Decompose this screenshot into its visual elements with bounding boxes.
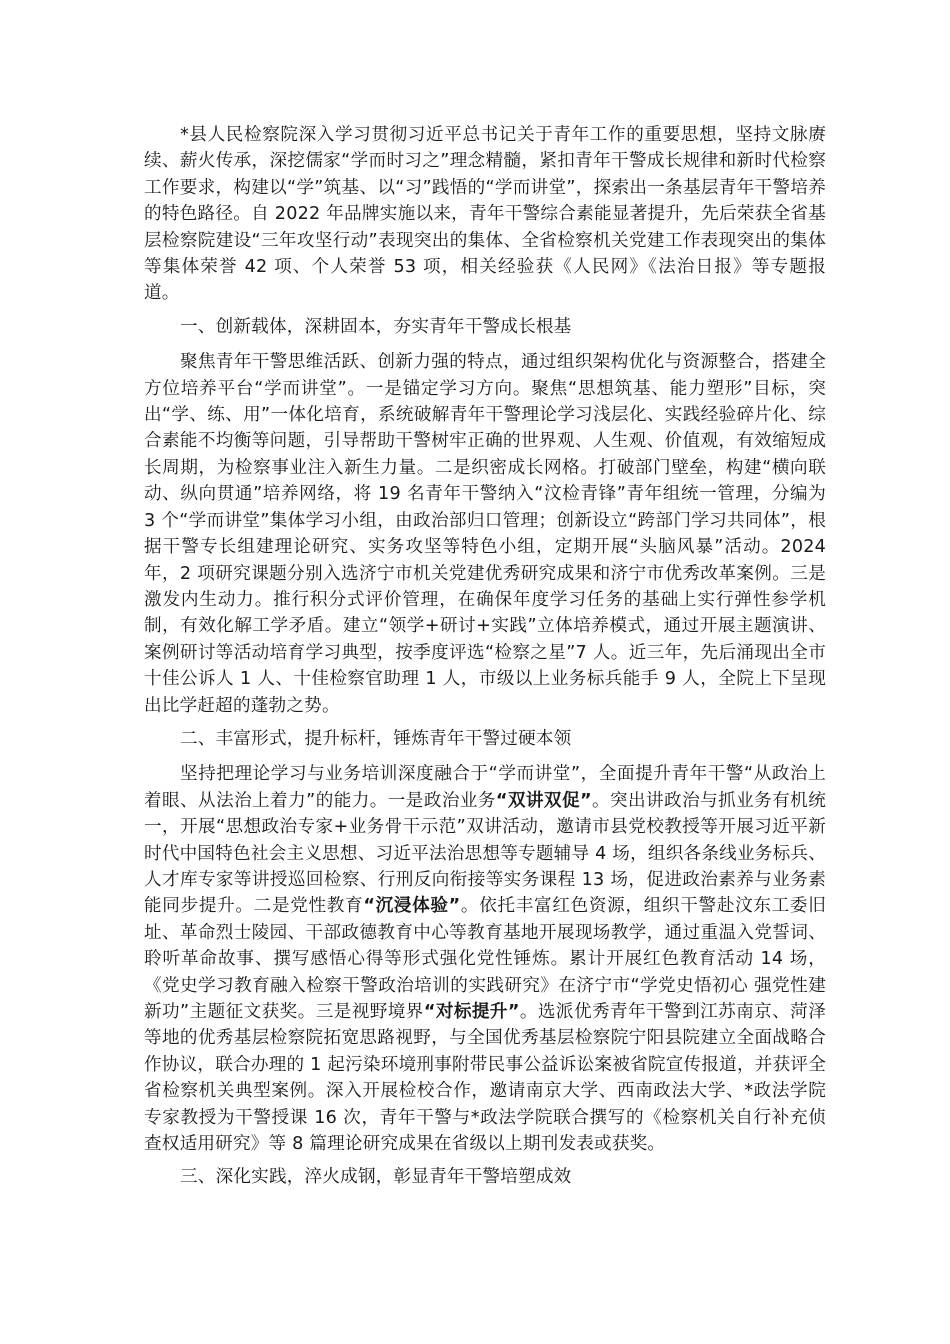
body-paragraph <box>144 122 826 307</box>
section-heading <box>144 726 826 752</box>
text-run: 。选派优秀青年干警到江苏南京、菏泽等地的优秀基层检察院拓宽思路视野，与全国优秀基层检察院宁阳县院建立全面战略合作协议，联合办理的 1 起污染环境刑事附带民事公益诉讼案被省院宣传报道，并获评全省检察机关典型案例。深入开展检校合作，邀请南京大学、西南政法大学、*政法学院专家教授为干警授课 16 次，青年干警与*政法学院联合撰写的《检察机关自行补充侦查权适用研究》等 8 篇理论研究成果在省级以上期刊发表或获奖。 <box>144 1002 826 1155</box>
text-run: 二、丰富形式，提升标杆，锤炼青年干警过硬本领 <box>180 728 572 749</box>
text-run: 。依托丰富红色资源，组织干警赴汶东工委旧址、革命烈士陵园、干部政德教育中心等教育基地开展现场教学，通过重温入党誓词、聆听革命故事、撰写感悟心得等形式强化党性锤炼。累计开展红色教育活动 14 场，《党史学习教育融入检察干警政治培训的实践研究》在济宁市“学党史悟初心 强党性建新功”主题征文获奖。三是视野境界 <box>144 896 826 1022</box>
bold-phrase: “对标提升” <box>423 1002 520 1022</box>
section-heading <box>144 314 826 340</box>
text-run: *县人民检察院深入学习贯彻习近平总书记关于青年工作的重要思想，坚持文脉赓续、薪火传承，深挖儒家“学而时习之”理念精髓，紧扣青年干警成长规律和新时代检察工作要求，构建以“学”筑基、以“习”践悟的“学而讲堂”，探索出一条基层青年干警培养的特色路径。自 2022 年品牌实施以来，青年干警综合素能显著提升，先后荣获全省基层检察院建设“三年攻坚行动”表现突出的集体、全省检察机关党建工作表现突出的集体等集体荣誉 42 项、个人荣誉 53 项，相关经验获《人民网》《法治日报》等专题报道。 <box>144 125 826 304</box>
text-run: 聚焦青年干警思维活跃、创新力强的特点，通过组织架构优化与资源整合，搭建全方位培养平台“学而讲堂”。一是锚定学习方向。聚焦“思想筑基、能力塑形”目标，突出“学、练、用”一体化培育，系统破解青年干警理论学习浅层化、实践经验碎片化、综合素能不均衡等问题，引导帮助干警树牢正确的世界观、人生观、价值观，有效缩短成长周期，为检察事业注入新生力量。二是织密成长网格。打破部门壁垒，构建“横向联动、纵向贯通”培养网络，将 19 名青年干警纳入“汶检青锋”青年组统一管理，分编为 3 个“学而讲堂”集体学习小组，由政治部归口管理；创新设立“跨部门学习共同体”，根据干警专长组建理论研究、实务攻坚等特色小组，定期开展“头脑风暴”活动。2024 年，2 项研究课题分别入选济宁市机关党建优秀研究成果和济宁市优秀改革案例。三是激发内生动力。推行积分式评价管理，在确保年度学习任务的基础上实行弹性参学机制，有效化解工学矛盾。建立“领学+研讨+实践”立体培养模式，通过开展主题演讲、案例研讨等活动培育学习典型，按季度评选“检察之星”7 人。近三年，先后涌现出全市十佳公诉人 1 人、十佳检察官助理 1 人，市级以上业务标兵能手 9 人，全院上下呈现出比学赶超的蓬勃之势。 <box>144 352 826 716</box>
text-run: 一、创新载体，深耕固本，夯实青年干警成长根基 <box>180 316 572 337</box>
text-run: 三、深化实践，淬火成钢，彰显青年干警培塑成效 <box>180 1167 572 1188</box>
text-run: 。突出讲政治与抓业务有机统一，开展“思想政治专家+业务骨干示范”双讲活动，邀请市县党校教授等开展习近平新时代中国特色社会主义思想、习近平法治思想等专题辅导 4 场，组织各条线业务标兵、人才库专家等讲授巡回检察、行刑反向衔接等实务课程 13 场，促进政治素养与业务素能同步提升。二是党性教育 <box>144 790 826 917</box>
body-paragraph <box>144 349 826 719</box>
section-heading <box>144 1164 826 1190</box>
text-run: 坚持把理论学习与业务培训深度融合于“学而讲堂”，全面提升青年干警“从政治上着眼、从法治上着力”的能力。一是政治业务 <box>144 764 826 811</box>
document-page <box>144 122 826 1200</box>
body-paragraph <box>144 761 826 1157</box>
bold-phrase: “沉浸体验” <box>363 896 461 917</box>
bold-phrase: “双讲双促” <box>495 790 592 811</box>
